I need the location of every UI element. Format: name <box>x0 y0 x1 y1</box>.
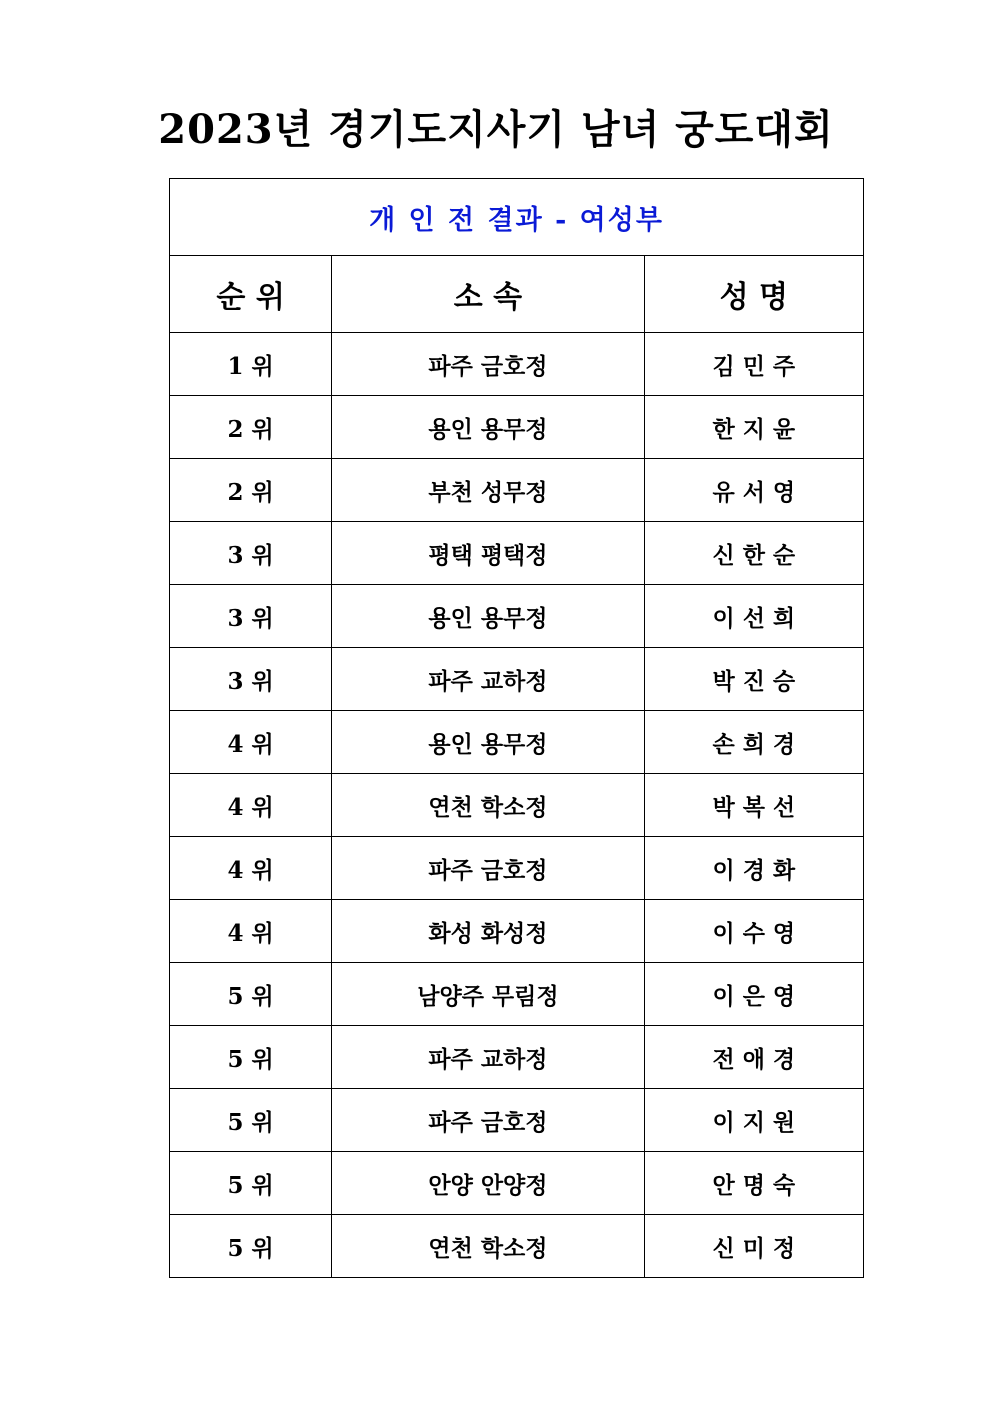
name-cell: 한 지 윤 <box>644 396 863 459</box>
rank-cell: 3 위 <box>170 585 332 648</box>
club-cell: 파주 교하정 <box>332 648 644 711</box>
table-row <box>170 837 864 900</box>
table-row <box>170 396 864 459</box>
club-cell: 연천 학소정 <box>332 1215 644 1278</box>
rank-cell: 4 위 <box>170 837 332 900</box>
table-row <box>170 648 864 711</box>
rank-cell: 3 위 <box>170 522 332 585</box>
rank-cell: 1 위 <box>170 333 332 396</box>
table-row <box>170 711 864 774</box>
rank-cell: 5 위 <box>170 1089 332 1152</box>
club-cell: 화성 화성정 <box>332 900 644 963</box>
club-cell: 파주 금호정 <box>332 333 644 396</box>
header-rank: 순 위 <box>170 256 332 333</box>
club-cell: 용인 용무정 <box>332 711 644 774</box>
table-row <box>170 1215 864 1278</box>
name-cell: 김 민 주 <box>644 333 863 396</box>
table-caption: 개 인 전 결과 - 여성부 <box>170 179 864 256</box>
table-row <box>170 1089 864 1152</box>
rank-cell: 5 위 <box>170 963 332 1026</box>
club-cell: 평택 평택정 <box>332 522 644 585</box>
club-cell: 남양주 무림정 <box>332 963 644 1026</box>
table-row <box>170 1026 864 1089</box>
name-cell: 이 선 희 <box>644 585 863 648</box>
name-cell: 안 명 숙 <box>644 1152 863 1215</box>
table-row <box>170 963 864 1026</box>
header-name: 성 명 <box>644 256 863 333</box>
club-cell: 연천 학소정 <box>332 774 644 837</box>
name-cell: 전 애 경 <box>644 1026 863 1089</box>
name-cell: 이 수 영 <box>644 900 863 963</box>
table-row <box>170 522 864 585</box>
name-cell: 박 복 선 <box>644 774 863 837</box>
name-cell: 신 미 정 <box>644 1215 863 1278</box>
club-cell: 파주 교하정 <box>332 1026 644 1089</box>
results-table <box>169 178 864 1278</box>
table-row <box>170 900 864 963</box>
name-cell: 손 희 경 <box>644 711 863 774</box>
rank-cell: 4 위 <box>170 711 332 774</box>
rank-cell: 3 위 <box>170 648 332 711</box>
table-row <box>170 585 864 648</box>
name-cell: 이 은 영 <box>644 963 863 1026</box>
table-row <box>170 333 864 396</box>
rank-cell: 4 위 <box>170 900 332 963</box>
table-row <box>170 774 864 837</box>
name-cell: 유 서 영 <box>644 459 863 522</box>
page-title: 2023년 경기도지사기 남녀 궁도대회 <box>158 106 834 153</box>
name-cell: 이 경 화 <box>644 837 863 900</box>
name-cell: 이 지 원 <box>644 1089 863 1152</box>
club-cell: 용인 용무정 <box>332 396 644 459</box>
club-cell: 파주 금호정 <box>332 837 644 900</box>
rank-cell: 5 위 <box>170 1026 332 1089</box>
rank-cell: 2 위 <box>170 459 332 522</box>
rank-cell: 5 위 <box>170 1152 332 1215</box>
header-club: 소 속 <box>332 256 644 333</box>
name-cell: 신 한 순 <box>644 522 863 585</box>
rank-cell: 4 위 <box>170 774 332 837</box>
table-row <box>170 1152 864 1215</box>
club-cell: 파주 금호정 <box>332 1089 644 1152</box>
club-cell: 안양 안양정 <box>332 1152 644 1215</box>
rank-cell: 5 위 <box>170 1215 332 1278</box>
table-header-row <box>170 256 864 333</box>
table-row <box>170 459 864 522</box>
name-cell: 박 진 승 <box>644 648 863 711</box>
club-cell: 부천 성무정 <box>332 459 644 522</box>
club-cell: 용인 용무정 <box>332 585 644 648</box>
rank-cell: 2 위 <box>170 396 332 459</box>
